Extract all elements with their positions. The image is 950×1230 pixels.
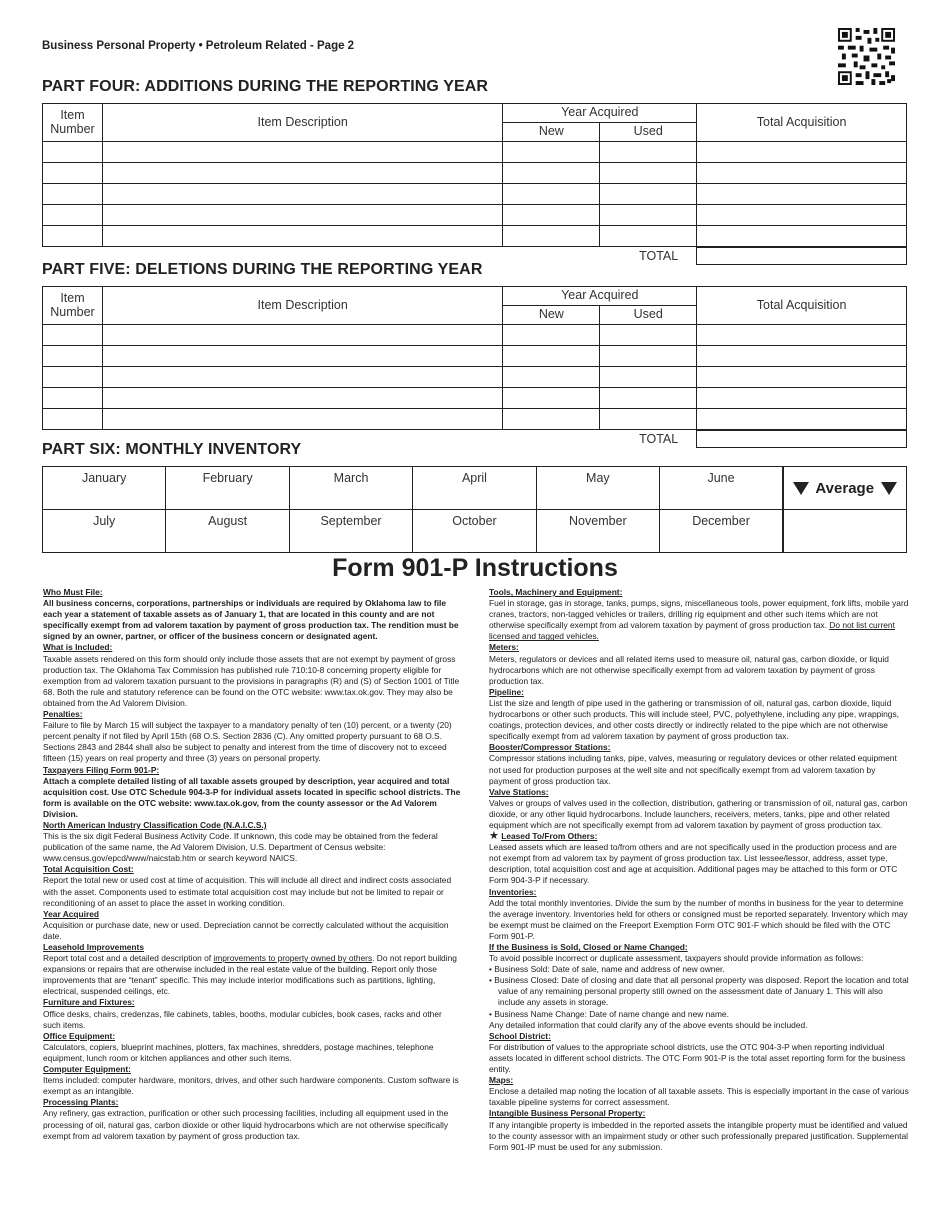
total-label: TOTAL <box>639 248 679 263</box>
item-number-field[interactable] <box>43 142 103 163</box>
item-number-field[interactable] <box>43 409 103 430</box>
maps-heading: Maps: <box>489 1075 514 1086</box>
total-cost-text: Report the total new or used cost at time of acquisition. This will include all direct and indirect costs associated with the asset. Components used to estimate total acquisition cost may include but not be limited to repair or reconditioning of an asset to place the asset in working condition. <box>43 875 452 908</box>
sold-text: To avoid possible incorrect or duplicate assessment, taxpayers should provide information as follows: <box>489 953 864 964</box>
year-acquired-text: Acquisition or purchase date, new or used. Depreciation cannot be correctly calculated without the acquisition date. <box>43 919 449 941</box>
item-description-field[interactable] <box>102 388 502 409</box>
intangible-heading: Intangible Business Personal Property: <box>489 1108 646 1119</box>
who-must-file-heading: Who Must File: <box>43 587 103 597</box>
sold-text-2: Any detailed information that could clarify any of the above events should be included. <box>489 1019 808 1030</box>
total-acquisition-field[interactable] <box>697 226 907 247</box>
month-july[interactable]: July <box>43 510 166 553</box>
table-row <box>43 184 907 205</box>
item-number-field[interactable] <box>43 346 103 367</box>
valve-text: Valves or groups of valves used in the collection, distribution, gathering or transmission of oil, natural gas, carbon dioxide, or any other liquid hydrocarbons. Include launchers, receivers, meters, tanks, pipe and other related equipment which are not specifically exempt from ad valorem taxation by payment of gross production tax. <box>489 797 908 830</box>
table-row <box>43 409 907 430</box>
item-number-field[interactable] <box>43 163 103 184</box>
col-new: New <box>503 123 600 142</box>
used-field[interactable] <box>600 409 697 430</box>
table-row <box>43 367 907 388</box>
month-august[interactable]: August <box>166 510 289 553</box>
used-field[interactable] <box>600 163 697 184</box>
part-five-table <box>42 286 907 448</box>
part-six-title: PART SIX: MONTHLY INVENTORY <box>42 441 302 458</box>
item-description-field[interactable] <box>102 226 502 247</box>
penalties-heading: Penalties: <box>43 709 83 720</box>
instructions-right-column <box>489 587 909 1153</box>
item-description-field[interactable] <box>102 205 502 226</box>
new-field[interactable] <box>503 184 600 205</box>
monthly-inventory-table <box>42 466 907 553</box>
total-acquisition-field[interactable] <box>697 142 907 163</box>
new-field[interactable] <box>503 346 600 367</box>
col-year-acquired: Year Acquired <box>503 287 697 306</box>
new-field[interactable] <box>503 409 600 430</box>
booster-text: Compressor stations including tanks, pipe, valves, measuring or regulatory devices or other related equipment not used for production purposes at the well site and not specifically exempt from ad valorem taxation by payment of gross production tax. <box>489 753 897 786</box>
table-row <box>43 205 907 226</box>
year-acquired-heading: Year Acquired <box>43 908 100 919</box>
arrow-down-icon <box>793 482 809 495</box>
computer-heading: Computer Equipment: <box>43 1064 131 1075</box>
month-february[interactable]: February <box>166 467 289 510</box>
col-total-acquisition: Total Acquisition <box>697 287 907 325</box>
col-used: Used <box>600 306 697 325</box>
item-description-field[interactable] <box>102 163 502 184</box>
meters-heading: Meters: <box>489 642 519 653</box>
total-label: TOTAL <box>639 431 679 446</box>
average-label: Average <box>815 479 875 497</box>
month-december[interactable]: December <box>660 510 783 553</box>
taxpayers-text: Attach a complete detailed listing of all taxable assets grouped by description, year acquired and total acquisition cost. Use OTC Schedule 904-3-P for individual assets located in specific school districts. The form is available on the OTC website: www.tax.ok.gov, from the county assessor or the Ad Valorem Division. <box>43 775 461 819</box>
sold-bullet: • Business Sold: Date of sale, name and address of new owner. <box>489 964 725 975</box>
intangible-text: If any intangible property is imbedded in the reported assets the intangible property must be identified and valued to the county assessor with an impairment study or other such professionally prepared justification. Supplemental Form 901-IP must be used for any submission. <box>489 1119 908 1152</box>
item-description-field[interactable] <box>102 184 502 205</box>
table-row <box>43 388 907 409</box>
office-text: Calculators, copiers, blueprint machines, plotters, fax machines, shredders, postage machines, telephone equipment, lunch room or kitchen appliances and other such items. <box>43 1041 434 1063</box>
inventories-text: Add the total monthly inventories. Divide the sum by the number of months in business for the year to determine the average inventory. Inventories held for others or consigned must be reported separately. Inventory which may be exempt must be claimed on the Freeport Exemption Form OTC 901-F which should be filed with the OTC Form 901-P. <box>489 897 908 941</box>
sold-heading: If the Business is Sold, Closed or Name Changed: <box>489 942 688 952</box>
col-year-acquired: Year Acquired <box>503 104 697 123</box>
leasehold-heading: Leasehold Improvements <box>43 942 144 952</box>
pipeline-heading: Pipeline: <box>489 686 524 697</box>
what-included-text: Taxable assets rendered on this form should only include those assets that are not exempt by payment of gross production tax. The Oklahoma Tax Commission has published rule 710:10-8 concerning property eligible for exemption from ad valorem taxation pursuant to the provisions in paragraphs (R) and (S) of Section 1001 of Title 68. Both the rule and statutory reference can be found on the OTC website: www.tax.ok.gov. They may also be obtained from the Ad Valorem Division. <box>43 653 460 708</box>
school-text: For distribution of values to the appropriate school districts, use the OTC 904-3-P when reporting individual assets located in different school districts. The OTC Form 901-P is the total asset reporting form for the business entity. <box>489 1041 906 1075</box>
tools-text: Fuel in storage, gas in storage, tanks, pumps, signs, miscellaneous tools, power equipment, fork lifts, mobile yard cranes, tractors, non-tagged vehicles or trailers, drilling rig equipment and other such items which are not otherwise specifically exempt from ad valorem taxation by payment of gross production tax. Do not list current licensed and tagged vehicles. <box>489 598 909 642</box>
total-acquisition-field[interactable] <box>697 184 907 205</box>
total-acquisition-field[interactable] <box>697 325 907 346</box>
total-acquisition-field[interactable] <box>697 346 907 367</box>
new-field[interactable] <box>503 205 600 226</box>
new-field[interactable] <box>503 388 600 409</box>
used-field[interactable] <box>600 205 697 226</box>
total-field[interactable] <box>697 247 907 265</box>
part-four-title: PART FOUR: ADDITIONS DURING THE REPORTING YEAR <box>42 78 489 95</box>
star-icon: ★ <box>489 830 499 843</box>
inventories-heading: Inventories: <box>489 886 537 897</box>
total-acquisition-field[interactable] <box>697 388 907 409</box>
item-description-field[interactable] <box>102 409 502 430</box>
item-number-field[interactable] <box>43 367 103 388</box>
page-header: Business Personal Property • Petroleum Related - Page 2 <box>42 40 355 52</box>
average-label-cell <box>783 467 907 510</box>
item-description-field[interactable] <box>102 367 502 388</box>
name-change-bullet: • Business Name Change: Date of name change and new name. <box>489 1008 729 1019</box>
month-may[interactable]: May <box>536 467 659 510</box>
leasehold-text: Report total cost and a detailed description of improvements to property owned by others. Do not report building expansions or repairs that are otherwise included in the real estate value of the building. Report only those improvements that are “tenant” specific. This may include interior modifications such as partitions, lighting, electrical, suspended ceilings, etc. <box>43 953 457 997</box>
valve-heading: Valve Stations: <box>489 786 549 797</box>
furniture-heading: Furniture and Fixtures: <box>43 997 135 1008</box>
furniture-text: Office desks, chairs, credenzas, file cabinets, tables, booths, modular cubicles, book cases, racks and other such items. <box>43 1008 442 1030</box>
col-used: Used <box>600 123 697 142</box>
month-june[interactable]: June <box>660 467 783 510</box>
processing-heading: Processing Plants: <box>43 1097 119 1108</box>
used-field[interactable] <box>600 388 697 409</box>
used-field[interactable] <box>600 226 697 247</box>
month-january[interactable]: January <box>43 467 166 510</box>
leased-heading: Leased To/From Others: <box>501 831 598 842</box>
total-field[interactable] <box>697 430 907 448</box>
total-cost-heading: Total Acquisition Cost: <box>43 864 134 875</box>
total-acquisition-field[interactable] <box>697 367 907 388</box>
taxpayers-heading: Taxpayers Filing Form 901-P: <box>43 764 160 775</box>
penalties-text: Failure to file by March 15 will subject the taxpayer to a mandatory penalty of ten (10) percent, or a twenty (20) percent penalty if not filed by April 15th (68 O.S. Section 2836 (C). Any omitted property pursuant to 68 O.S. Sections 2843 and 2844 shall also be subject to penalty and interest from the time of discovery not to exceed fifteen (15) years on real property and three (3) years on personal property. <box>43 720 452 764</box>
col-item-number: Item Number <box>43 287 103 325</box>
school-heading: School District: <box>489 1030 551 1041</box>
month-october[interactable]: October <box>413 510 536 553</box>
col-total-acquisition: Total Acquisition <box>697 104 907 142</box>
month-september[interactable]: September <box>289 510 412 553</box>
qr-code-icon <box>838 28 895 85</box>
col-item-description: Item Description <box>102 104 502 142</box>
what-included-heading: What is Included: <box>43 642 113 653</box>
used-field[interactable] <box>600 346 697 367</box>
table-row <box>43 325 907 346</box>
item-description-field[interactable] <box>102 346 502 367</box>
total-acquisition-field[interactable] <box>697 409 907 430</box>
average-field[interactable] <box>783 510 907 553</box>
tools-heading: Tools, Machinery and Equipment: <box>489 587 623 597</box>
arrow-down-icon <box>881 482 897 495</box>
col-new: New <box>503 306 600 325</box>
item-number-field[interactable] <box>43 226 103 247</box>
leased-heading-row <box>489 831 909 842</box>
instructions-title: Form 901-P Instructions <box>332 554 618 582</box>
used-field[interactable] <box>600 142 697 163</box>
month-march[interactable]: March <box>289 467 412 510</box>
item-description-field[interactable] <box>102 142 502 163</box>
new-field[interactable] <box>503 226 600 247</box>
naics-heading: North American Industry Classification Code (N.A.I.C.S.) <box>43 819 267 830</box>
office-heading: Office Equipment: <box>43 1030 116 1041</box>
item-description-field[interactable] <box>102 325 502 346</box>
processing-text: Any refinery, gas extraction, purification or other such processing facilities, including all equipment used in the processing of oil, natural gas, carbon dioxide or other liquid hydrocarbons which are not otherwise specifically exempt from ad valorem taxation by payment of gross production tax. <box>43 1108 449 1141</box>
col-item-number: Item Number <box>43 104 103 142</box>
computer-text: Items included: computer hardware, monitors, drives, and other such hardware components. Custom software is exempt as an intangible. <box>43 1075 459 1097</box>
item-number-field[interactable] <box>43 388 103 409</box>
used-field[interactable] <box>600 325 697 346</box>
used-field[interactable] <box>600 367 697 388</box>
part-five-title: PART FIVE: DELETIONS DURING THE REPORTING YEAR <box>42 261 483 278</box>
new-field[interactable] <box>503 325 600 346</box>
item-number-field[interactable] <box>43 325 103 346</box>
month-april[interactable]: April <box>413 467 536 510</box>
closed-bullet: • Business Closed: Date of closing and date that all personal property was disposed. Report the location and total value of any remaining personal property still owned on the assessment date of January 1. This will also include any assets in storage. <box>489 975 909 1008</box>
naics-text: This is the six digit Federal Business Activity Code. If unknown, this code may be obtained from the federal publication of the same name, the Ad Valorem Division, U.S. Department of Census website: www.census.gov/epcd/www/naicstab.htm or search keyword NAICS. <box>43 831 438 864</box>
table-row <box>43 163 907 184</box>
total-acquisition-field[interactable] <box>697 205 907 226</box>
new-field[interactable] <box>503 163 600 184</box>
new-field[interactable] <box>503 142 600 163</box>
pipeline-text: List the size and length of pipe used in the gathering or transmission of oil, natural gas, carbon dioxide, liquid hydrocarbons or other such products. This will include steel, PVC, polyethylene, including any pipe, wrappings, coatings, protection devices, and other costs directly or indirectly related to the pipe which are not otherwise specifically exempt from ad valorem taxation by payment of gross production tax. <box>489 697 899 742</box>
instructions-left-column <box>43 587 461 1142</box>
booster-heading: Booster/Compressor Stations: <box>489 742 611 753</box>
table-row <box>43 142 907 163</box>
maps-text: Enclose a detailed map noting the location of all taxable assets. This is especially important in the case of various taxable pipeline systems for correct assessment. <box>489 1086 909 1108</box>
used-field[interactable] <box>600 184 697 205</box>
who-must-file-text: All business concerns, corporations, partnerships or individuals are required by Oklahoma law to file each year a statement of taxable assets as of January 1, that are located in this county and are not specifically exempt from ad valorem taxation by payment of gross production tax. The rendition must be signed by an owner, partner, or officer of the business concern or designated agent. <box>43 598 459 642</box>
item-number-field[interactable] <box>43 184 103 205</box>
month-november[interactable]: November <box>536 510 659 553</box>
total-acquisition-field[interactable] <box>697 163 907 184</box>
table-row <box>43 226 907 247</box>
item-number-field[interactable] <box>43 205 103 226</box>
new-field[interactable] <box>503 367 600 388</box>
table-row <box>43 346 907 367</box>
part-four-table <box>42 103 907 265</box>
col-item-description: Item Description <box>102 287 502 325</box>
leased-text: Leased assets which are leased to/from others and are not specifically used in the production process and are not exempt from ad valorem tax by payment of gross production tax. List lessee/lessor, address, asset type, description, total acquisition cost and age at acquisition. Additional pages may be attached to this form or OTC Form 904-3-P if necessary. <box>489 842 898 886</box>
meters-text: Meters, regulators or devices and all related items used to measure oil, natural gas, carbon dioxide, or liquid hydrocarbons which are not otherwise specifically exempt from ad valorem taxation by payment of gross production tax. <box>489 653 889 686</box>
